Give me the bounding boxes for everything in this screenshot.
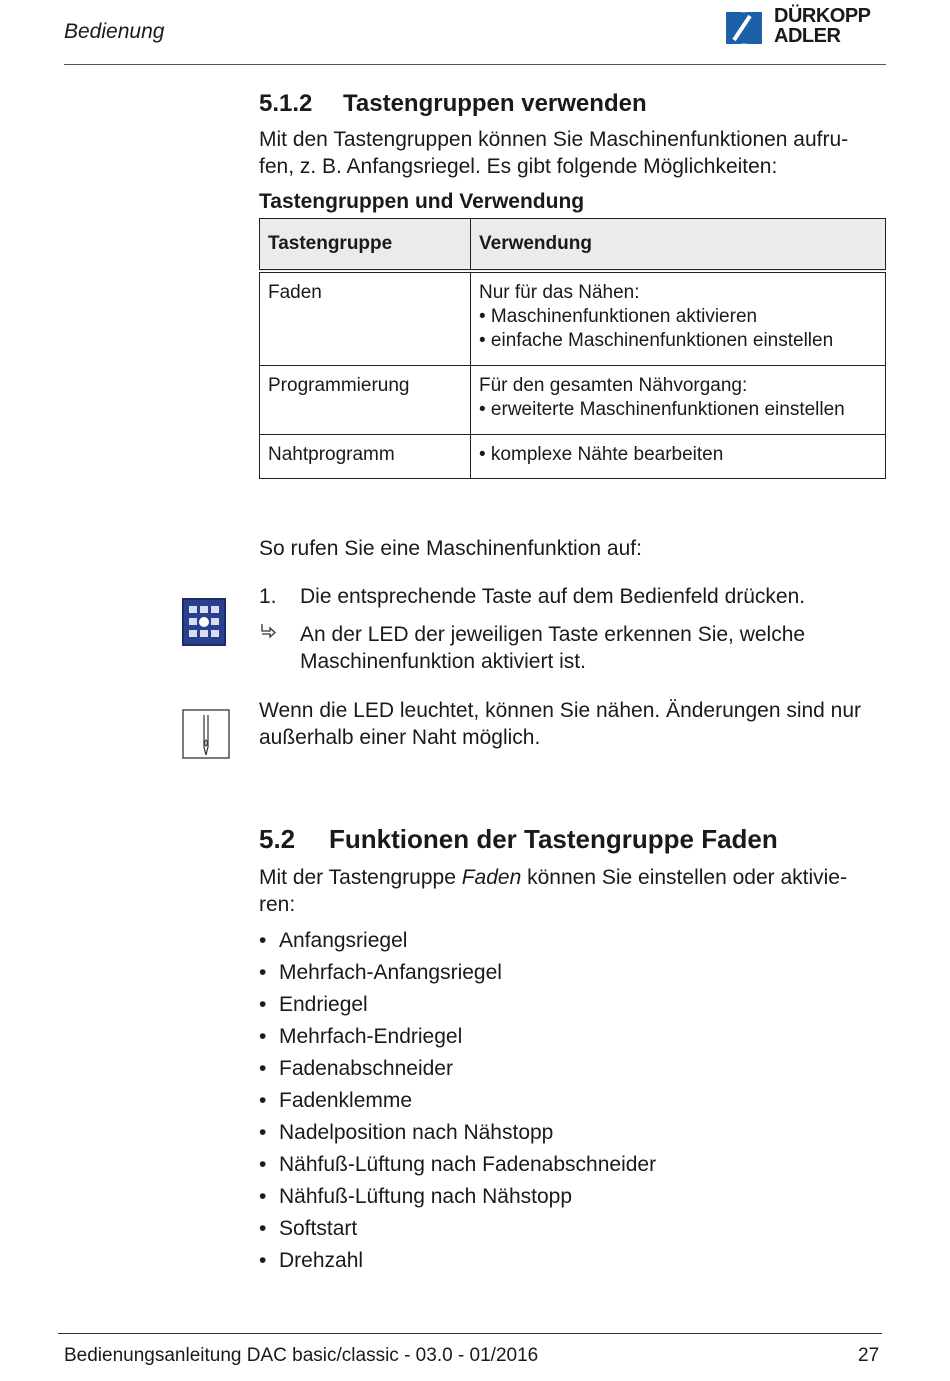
table-row (260, 366, 886, 435)
footer-rule (58, 1333, 882, 1334)
table-cell-usage: Für den gesamten Nähvorgang: • erweiterte Maschinenfunktionen einstellen (471, 366, 886, 435)
list-item: • Nadelposition nach Nähstopp (259, 1121, 554, 1144)
page-number: 27 (858, 1345, 880, 1366)
list-item: • Mehrfach-Anfangsriegel (259, 961, 502, 984)
table-row (260, 435, 886, 479)
brand-logo (722, 6, 890, 50)
result-arrow-icon (259, 620, 277, 640)
table-cell-usage: • komplexe Nähte bearbeiten (471, 435, 886, 479)
list-item: • Fadenklemme (259, 1089, 413, 1112)
section-number: 5.2 (259, 824, 296, 854)
intro-paragraph-5-2: Mit der Tastengruppe Faden können Sie einstellen oder aktivie- ren: (259, 866, 847, 916)
logo-mark-icon (722, 8, 766, 48)
needle-icon (182, 709, 230, 759)
list-item: • Mehrfach-Endriegel (259, 1025, 463, 1048)
table-header-row (260, 219, 886, 272)
section-number: 5.1.2 (259, 90, 313, 117)
table-header-cell: Tastengruppe (260, 219, 471, 272)
footer-document-title: Bedienungsanleitung DAC basic/classic - 03.0 - 01/2016 (64, 1345, 539, 1366)
section-heading-5-1-2 (259, 90, 647, 118)
list-item: • Fadenabschneider (259, 1057, 453, 1080)
table-cell-group: Nahtprogramm (260, 435, 471, 479)
table-cell-usage: Nur für das Nähen: • Maschinenfunktionen aktivieren • einfache Maschinenfunktionen einstellen (471, 271, 886, 366)
table-caption: Tastengruppen und Verwendung (259, 190, 585, 213)
control-panel-icon (182, 598, 226, 646)
table-cell-group: Programmierung (260, 366, 471, 435)
function-list (259, 926, 656, 1278)
logo-text-line2: ADLER (774, 25, 841, 47)
running-header: Bedienung (64, 20, 165, 43)
section-title: Tastengruppen verwenden (343, 90, 647, 117)
header-rule (64, 64, 886, 65)
note-paragraph: Wenn die LED leuchtet, können Sie nähen. Änderungen sind nur außerhalb einer Naht möglich. (259, 699, 862, 749)
table-header-cell: Verwendung (471, 219, 886, 272)
list-item: • Endriegel (259, 993, 368, 1016)
intro-paragraph: Mit den Tastengruppen können Sie Maschinenfunktionen aufru- fen, z. B. Anfangsriegel. Es gibt folgende Möglichkeiten: (259, 128, 849, 178)
howto-text: So rufen Sie eine Maschinenfunktion auf: (259, 537, 642, 560)
list-item: • Drehzahl (259, 1249, 364, 1272)
logo-text-line1: DÜRKOPP (774, 5, 871, 27)
table-row (260, 271, 886, 366)
list-item: • Anfangsriegel (259, 929, 408, 952)
table-cell-group: Faden (260, 271, 471, 366)
result-text: An der LED der jeweiligen Taste erkennen Sie, welche Maschinenfunktion aktiviert ist. (300, 623, 806, 673)
list-item: • Nähfuß-Lüftung nach Nähstopp (259, 1185, 573, 1208)
list-item: • Softstart (259, 1217, 358, 1240)
step-text: Die entsprechende Taste auf dem Bedienfeld drücken. (300, 585, 806, 608)
list-item: • Nähfuß-Lüftung nach Fadenabschneider (259, 1153, 657, 1176)
section-heading-5-2 (259, 824, 778, 855)
key-group-table (259, 218, 886, 479)
step-number: 1. (259, 585, 277, 608)
section-title: Funktionen der Tastengruppe Faden (329, 824, 778, 854)
